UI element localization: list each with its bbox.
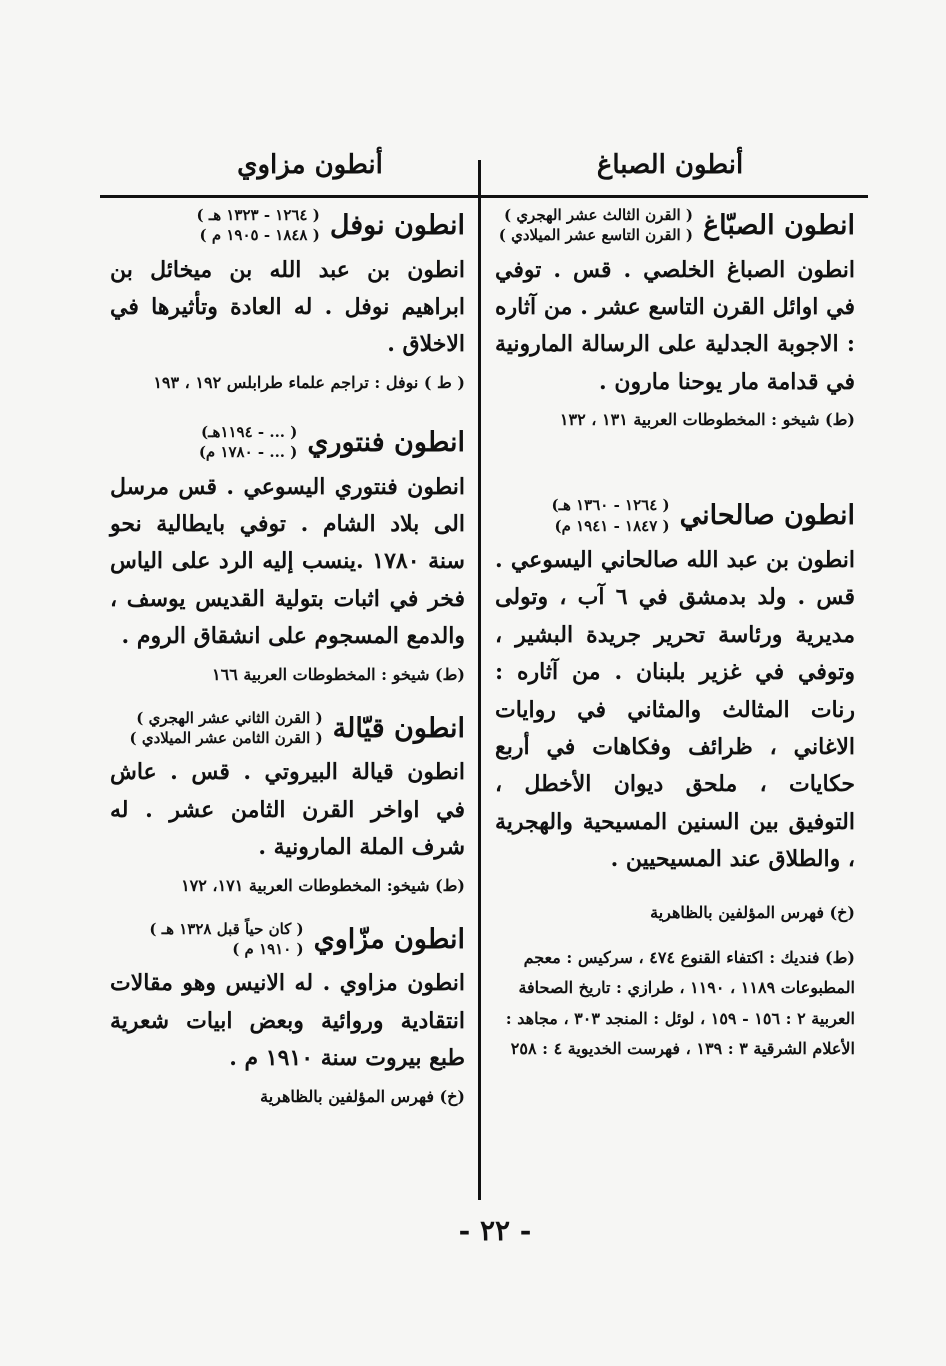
entry-nawfal xyxy=(110,205,465,398)
date-gregorian: ( ١٨٤٨ - ١٩٠٥ م ) xyxy=(199,226,320,245)
right-column xyxy=(495,205,855,1082)
entry-name: انطون الصبّاغ xyxy=(703,209,855,241)
entry-source: (ط) شيخو : المخطوطات العربية ١٣١ ، ١٣٢ xyxy=(559,410,855,430)
entry-dates xyxy=(499,205,693,246)
entry-head xyxy=(110,919,465,960)
entry-name: انطون مزّاوي xyxy=(313,923,465,955)
entry-body: انطون بن عبد الله بن ميخائل بن ابراهيم نوفل . له العادة وتأثيرها في الاخلاق . xyxy=(110,256,465,358)
entry-head xyxy=(110,708,465,749)
entry-source-2: (ط) فنديك : اكتفاء القنوع ٤٧٤ ، سركيس : معجم المطبوعات ١١٨٩ ، ١١٩٠ ، طرازي : تاريخ الصحافة العربية ٢ : ١٥٦ - ١٥٩ ، لوئل : المنجد ٣٠٣ ، مجاهد : الأعلام الشرقية ٣ : ١٣٩ ، فهرست الخديوية ٤ : ٢٥٨ xyxy=(505,947,855,1059)
entry-dates xyxy=(149,919,303,960)
entry-venturi xyxy=(110,422,465,690)
date-gregorian: ( ١٨٤٧ - ١٩٤١ م) xyxy=(554,516,670,535)
date-gregorian: ( ١٩١٠ م ) xyxy=(232,940,304,959)
date-hijri: ( ... - ١١٩٤هـ) xyxy=(201,423,298,442)
entry-source: (ط) شيخو: المخطوطات العربية ١٧١، ١٧٢ xyxy=(181,875,465,895)
entry-mazzawi xyxy=(110,919,465,1112)
header-rule xyxy=(100,195,868,198)
date-gregorian: ( ... - ١٧٨٠ م) xyxy=(198,443,298,462)
entry-salhani xyxy=(495,495,855,1064)
entry-name: انطون نوفل xyxy=(329,209,465,241)
entry-body: انطون مزاوي . له الانيس وهو مقالات انتقادية وروائية وبعض ابيات شعرية طبع بيروت سنة ١٩١٠ م . xyxy=(110,970,465,1072)
running-header-left: أنطون مزاوي xyxy=(237,150,383,180)
column-separator xyxy=(478,160,481,1200)
entry-dates xyxy=(197,205,320,246)
entry-source: (ط) شيخو : المخطوطات العربية ١٦٦ xyxy=(212,664,465,684)
entry-head xyxy=(110,422,465,463)
entry-head xyxy=(110,205,465,246)
entry-dates xyxy=(199,422,298,463)
date-gregorian: ( القرن التاسع عشر الميلادي ) xyxy=(498,226,694,245)
date-gregorian: ( القرن الثامن عشر الميلادي ) xyxy=(129,729,323,748)
entry-dates xyxy=(552,495,670,536)
entry-name: انطون صالحاني xyxy=(679,500,855,532)
entry-name: انطون قيّالة xyxy=(332,712,465,744)
entry-sabbagh xyxy=(495,205,855,435)
page-number: - ٢٢ - xyxy=(458,1214,532,1247)
entry-body: انطون بن عبد الله صالحاني اليسوعي . قس . ولد بدمشق في ٦ آب ، وتولى مديرية ورئاسة تحرير جريدة البشير ، وتوفي في غزير بلبنان . من آثاره : رنات المثالث والمثاني في روايات الاغاني ، ظرائف وفكاهات في أربع حكايات ، ملحق ديوان الأخطل ، التوفيق بين السنين المسيحية والهجرية ، والطلاق عند المسيحيين . xyxy=(495,546,855,873)
entry-dates xyxy=(130,708,323,749)
entry-qayyala xyxy=(110,708,465,901)
entry-body: انطون قيالة البيروتي . قس . عاش في اواخر القرن الثامن عشر . له شرف الملة المارونية . xyxy=(110,759,465,861)
date-hijri: ( القرن الثالث عشر الهجري ) xyxy=(504,206,694,224)
date-hijri: ( ١٢٦٤ - ١٣٦٠ هـ) xyxy=(551,496,670,515)
date-hijri: ( القرن الثاني عشر الهجري ) xyxy=(136,708,323,727)
entry-source: (خ) فهرس المؤلفين بالظاهرية xyxy=(260,1086,465,1106)
entry-body: انطون الصباغ الخلصي . قس . توفي في اوائل القرن التاسع عشر . من آثاره : الاجوبة الجدلية على الرسالة المارونية في قدامة مار يوحنا مارون . xyxy=(495,256,855,395)
entry-source: (خ) فهرس المؤلفين بالظاهرية xyxy=(650,903,855,923)
entry-body: انطون فنتوري اليسوعي . قس مرسل الى بلاد الشام . توفي بايطالية نحو سنة ١٧٨٠ .ينسب إليه الرد على الياس فخر في اثبات بتولية القديس يوسف ، والدمع المسجوم على انشقاق الروم . xyxy=(110,473,465,650)
running-header-right: أنطون الصباغ xyxy=(596,150,744,180)
entry-source: ( ط ) نوفل : تراجم علماء طرابلس ١٩٢ ، ١٩٣ xyxy=(153,372,465,392)
left-column xyxy=(110,205,465,1130)
entry-head xyxy=(495,205,855,246)
date-hijri: ( كان حياً قبل ١٣٢٨ هـ ) xyxy=(149,919,304,938)
entry-name: انطون فنتوري xyxy=(307,426,465,458)
entry-head xyxy=(495,495,855,536)
date-hijri: ( ١٢٦٤ - ١٣٢٣ هـ ) xyxy=(196,206,320,224)
